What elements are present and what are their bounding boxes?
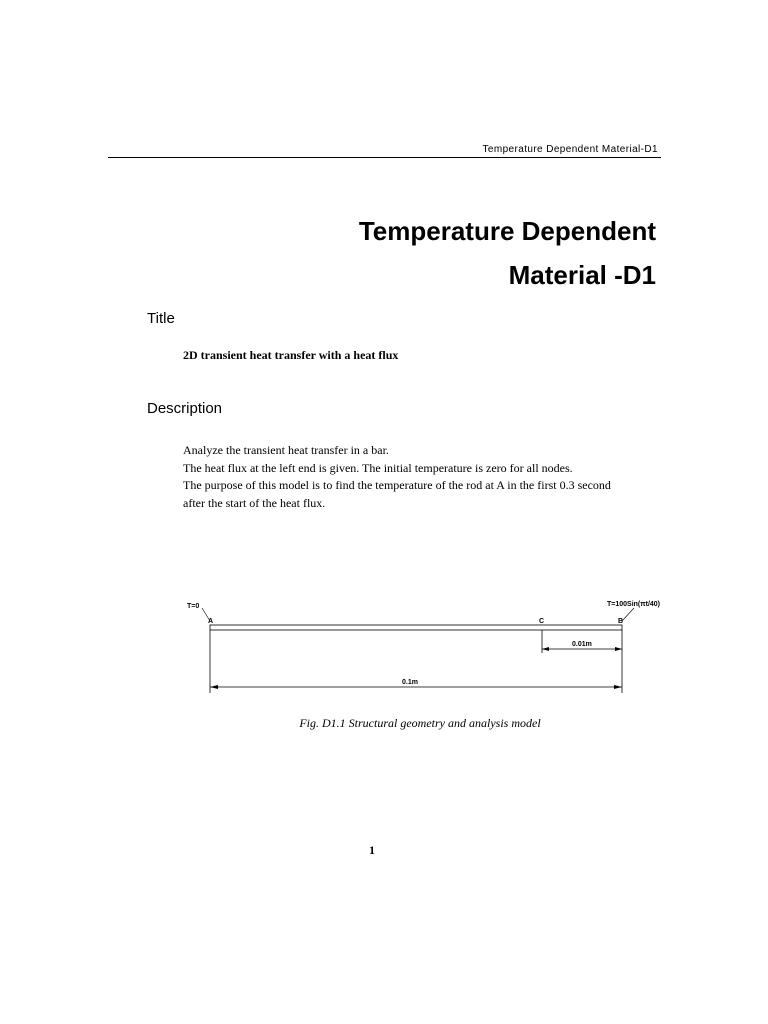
right-bc-leader [622,608,634,621]
document-title [359,209,656,297]
long-dimension-label: 0.1m [402,679,418,686]
title-section-text: 2D transient heat transfer with a heat flux [183,348,399,362]
description-line: The heat flux at the left end is given. The initial temperature is zero for all nodes. [183,460,573,475]
page-number: 1 [369,843,375,857]
bar-rod [210,625,622,630]
point-c-label: C [539,618,545,625]
running-header: Temperature Dependent Material-D1 [482,144,658,155]
description-body [183,442,663,512]
right-boundary-condition: T=100Sin(πt/40) [607,601,661,608]
document-title-line-2: Material -D1 [508,260,656,291]
left-boundary-condition: T=0 [187,603,200,610]
short-dim-arrow-right [615,647,622,651]
header-divider [108,157,661,158]
long-dim-arrow-left [210,685,218,689]
long-dim-arrow-right [614,685,622,689]
short-dimension-label: 0.01m [572,641,592,648]
figure-caption: Fig. D1.1 Structural geometry and analysis model [299,716,541,730]
short-dim-arrow-left [542,647,549,651]
description-line: Analyze the transient heat transfer in a bar. [183,443,389,457]
title-section-heading: Title [147,310,175,327]
point-b-label: B [618,618,624,625]
point-a-label: A [208,618,214,625]
document-title-line-1: Temperature Dependent [358,216,656,247]
description-line: after the start of the heat flux. [183,495,326,510]
description-line: The purpose of this model is to find the temperature of the rod at A in the first 0.3 second [183,478,611,492]
description-section-heading: Description [147,400,223,417]
structural-geometry-figure [180,595,680,700]
